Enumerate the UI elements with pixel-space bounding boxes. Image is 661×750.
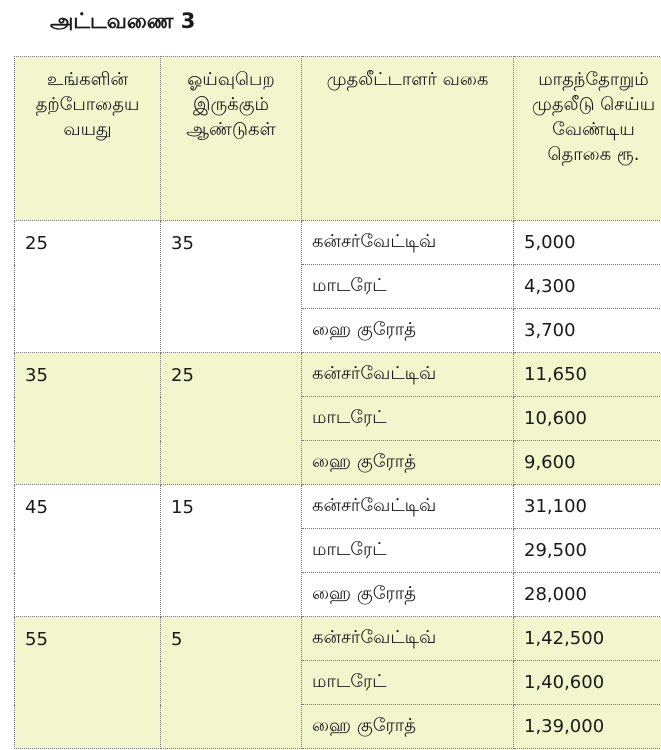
amount-cell: 1,40,600 (514, 661, 661, 705)
investor-type-cell: ஹை குரோத் (302, 573, 514, 617)
amount-cell: 4,300 (514, 265, 661, 309)
amount-cell: 9,600 (514, 441, 661, 485)
header-investor-type: முதலீட்டாளர் வகை (302, 57, 514, 221)
header-monthly-amount: மாதந்தோறும் முதலீடு செய்ய வேண்டிய தொகை ரூ. (514, 57, 661, 221)
table-row (15, 617, 661, 661)
amount-cell: 5,000 (514, 221, 661, 265)
amount-cell: 28,000 (514, 573, 661, 617)
age-cell: 25 (15, 221, 161, 353)
amount-cell: 29,500 (514, 529, 661, 573)
header-current-age: உங்களின் தற்போதைய வயது (15, 57, 161, 221)
investor-type-cell: மாடரேட் (302, 397, 514, 441)
table-row (15, 353, 661, 397)
investor-type-cell: கன்சர்வேட்டிவ் (302, 485, 514, 529)
investor-type-cell: ஹை குரோத் (302, 309, 514, 353)
table-title: அட்டவணை 3 (50, 9, 196, 33)
investor-type-cell: கன்சர்வேட்டிவ் (302, 221, 514, 265)
amount-cell: 10,600 (514, 397, 661, 441)
table-row (15, 221, 661, 265)
investment-table (14, 56, 661, 749)
years-cell: 5 (161, 617, 302, 749)
age-cell: 35 (15, 353, 161, 485)
age-cell: 45 (15, 485, 161, 617)
age-cell: 55 (15, 617, 161, 749)
amount-cell: 1,42,500 (514, 617, 661, 661)
header-row (15, 57, 661, 221)
years-cell: 25 (161, 353, 302, 485)
investor-type-cell: ஹை குரோத் (302, 705, 514, 749)
amount-cell: 1,39,000 (514, 705, 661, 749)
investor-type-cell: கன்சர்வேட்டிவ் (302, 617, 514, 661)
amount-cell: 3,700 (514, 309, 661, 353)
table-row (15, 485, 661, 529)
amount-cell: 11,650 (514, 353, 661, 397)
header-years-to-retire: ஓய்வுபெற இருக்கும் ஆண்டுகள் (161, 57, 302, 221)
investor-type-cell: மாடரேட் (302, 661, 514, 705)
investor-type-cell: மாடரேட் (302, 265, 514, 309)
amount-cell: 31,100 (514, 485, 661, 529)
investor-type-cell: மாடரேட் (302, 529, 514, 573)
years-cell: 15 (161, 485, 302, 617)
investor-type-cell: ஹை குரோத் (302, 441, 514, 485)
investor-type-cell: கன்சர்வேட்டிவ் (302, 353, 514, 397)
years-cell: 35 (161, 221, 302, 353)
